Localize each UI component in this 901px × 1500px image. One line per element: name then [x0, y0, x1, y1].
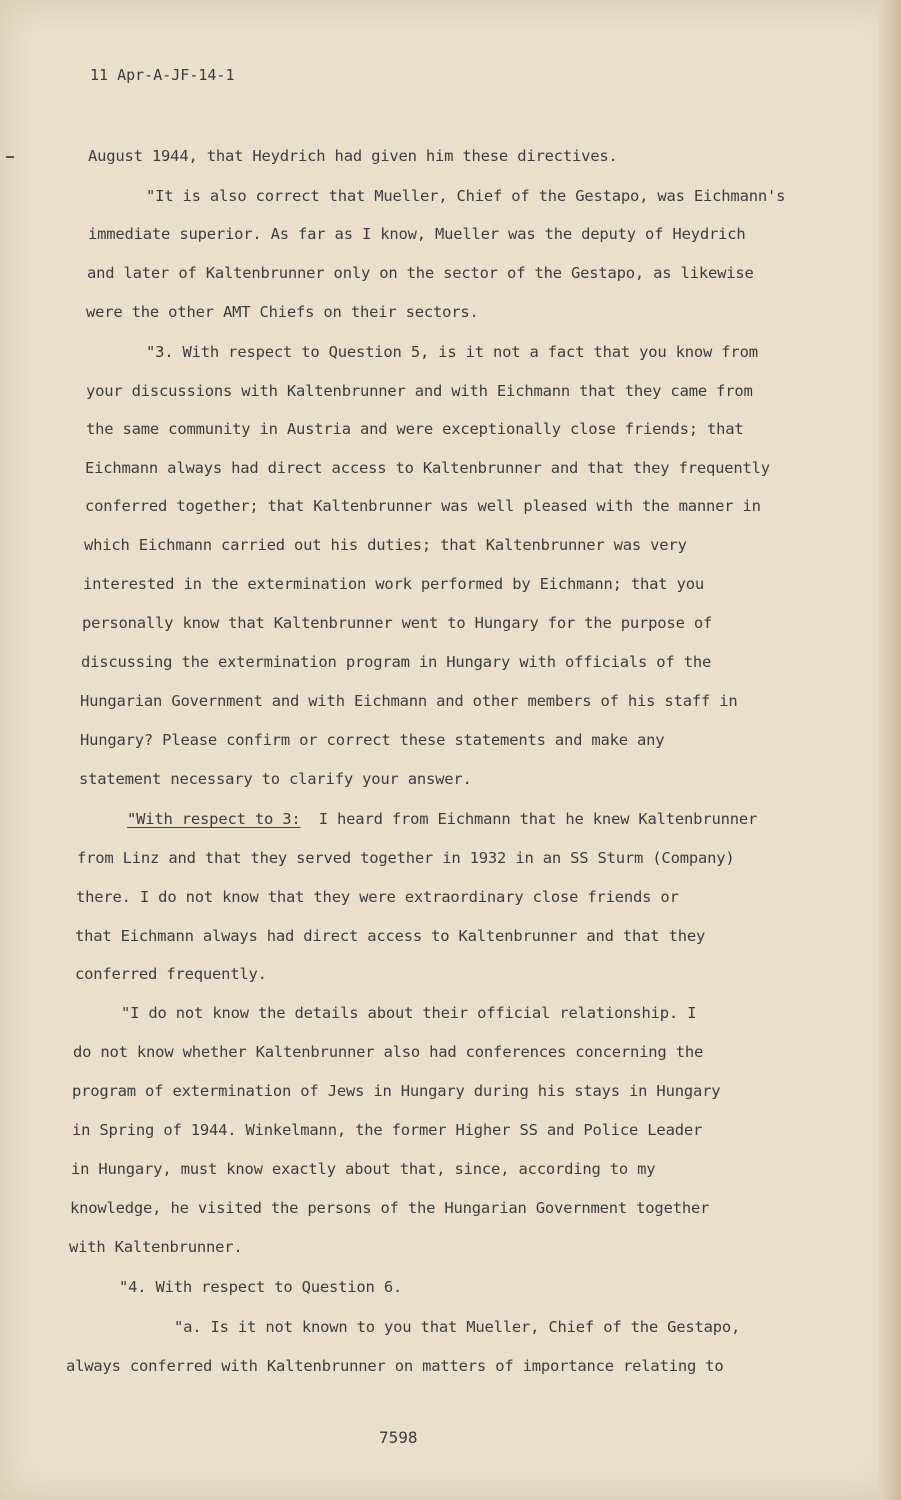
text-line: discussing the extermination program in Hungary with officials of the: [81, 653, 712, 671]
text-line: "a. Is it not known to you that Mueller, Chief of the Gestapo,: [174, 1318, 741, 1336]
text-line: conferred frequently.: [75, 965, 267, 983]
text-line: and later of Kaltenbrunner only on the sector of the Gestapo, as likewise: [87, 264, 754, 282]
text-line: in Spring of 1944. Winkelmann, the former Higher SS and Police Leader: [72, 1121, 703, 1139]
text-line: program of extermination of Jews in Hungary during his stays in Hungary: [72, 1082, 721, 1100]
text-line: that Eichmann always had direct access to Kaltenbrunner and that they: [75, 927, 706, 945]
text-line: "4. With respect to Question 6.: [119, 1278, 403, 1296]
text-line: with Kaltenbrunner.: [69, 1238, 243, 1256]
text-line: August 1944, that Heydrich had given him these directives.: [88, 147, 618, 165]
text-line: immediate superior. As far as I know, Mueller was the deputy of Heydrich: [88, 225, 746, 243]
text-line: there. I do not know that they were extraordinary close friends or: [76, 888, 679, 906]
document-reference: 11 Apr-A-JF-14-1: [90, 66, 235, 84]
text-line: in Hungary, must know exactly about that, since, according to my: [71, 1160, 656, 1178]
text-line: do not know whether Kaltenbrunner also had conferences concerning the: [73, 1043, 704, 1061]
text-line: which Eichmann carried out his duties; that Kaltenbrunner was very: [84, 536, 687, 554]
text-line: interested in the extermination work performed by Eichmann; that you: [83, 575, 704, 593]
margin-mark: [6, 156, 14, 158]
text-line: the same community in Austria and were exceptionally close friends; that: [86, 420, 744, 438]
text-line: your discussions with Kaltenbrunner and with Eichmann that they came from: [86, 382, 753, 400]
answer-lead-line: [127, 810, 757, 828]
text-line: Hungary? Please confirm or correct these statements and make any: [80, 731, 665, 749]
text-line: were the other AMT Chiefs on their sectors.: [86, 303, 479, 321]
text-line: "3. With respect to Question 5, is it not a fact that you know from: [146, 343, 758, 361]
text-line: knowledge, he visited the persons of the Hungarian Government together: [70, 1199, 710, 1217]
text-line: personally know that Kaltenbrunner went to Hungary for the purpose of: [82, 614, 713, 632]
text-line: statement necessary to clarify your answer.: [79, 770, 472, 788]
page-number: 7598: [379, 1428, 418, 1447]
text-line: Hungarian Government and with Eichmann and other members of his staff in: [80, 692, 738, 710]
text-line: from Linz and that they served together in 1932 in an SS Sturm (Company): [77, 849, 735, 867]
underlined-heading: "With respect to 3:: [127, 810, 301, 828]
text-line: "I do not know the details about their official relationship. I: [121, 1004, 697, 1022]
text-line: always conferred with Kaltenbrunner on matters of importance relating to: [66, 1357, 724, 1375]
text-line: conferred together; that Kaltenbrunner was well pleased with the manner in: [85, 497, 761, 515]
text-line: Eichmann always had direct access to Kaltenbrunner and that they frequently: [85, 459, 770, 477]
text-span: I heard from Eichmann that he knew Kaltenbrunner: [318, 810, 758, 828]
page-edge: [879, 0, 901, 1500]
text-line: "It is also correct that Mueller, Chief of the Gestapo, was Eichmann's: [146, 187, 786, 205]
